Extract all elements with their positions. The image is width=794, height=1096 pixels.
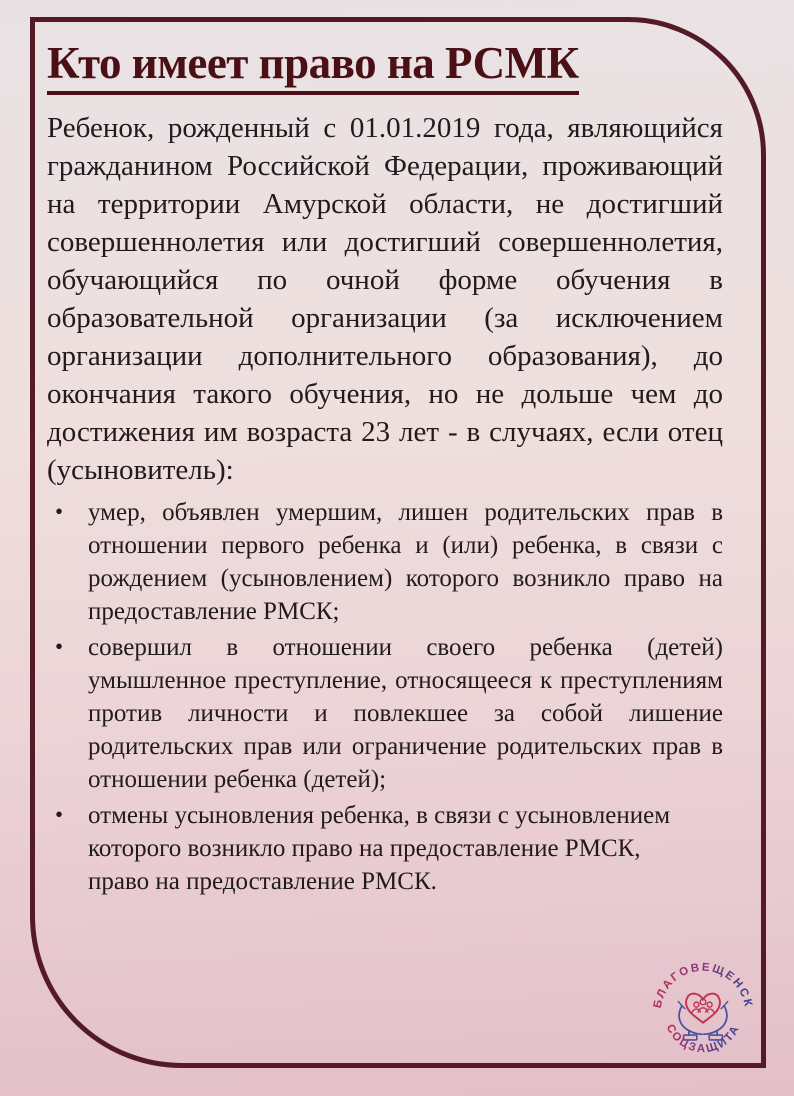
stamp-ring-text-bottom: СОЦЗАЩИТА bbox=[663, 1022, 743, 1056]
page-title: Кто имеет право на РСМК bbox=[47, 38, 579, 95]
intro-paragraph: Ребенок, рожденный с 01.01.2019 года, являющийся гражданином Российской Федерации, проживающий на территории Амурской области, не достигший совершеннолетия или достигший совершеннолетия, обучающийся по очной форме обучения в образовательной организации (за исключением организации дополнительного образования), до окончания такого обучения, но не дольше чем до достижения им возраста 23 лет - в случаях, если отец (усыновитель): bbox=[47, 112, 723, 487]
svg-text:БЛАГОВЕЩЕНСК bbox=[652, 962, 754, 1010]
list-item-text: совершил в отношении своего ребенка (детей) умышленное преступление, относящееся к преступлениям против личности и повлекшее за собой лишение родительских прав или ограничение родительских прав в отношении ребенка (детей); bbox=[88, 634, 723, 794]
bullet-icon: • bbox=[55, 802, 64, 828]
svg-text:СОЦЗАЩИТА bbox=[664, 1023, 743, 1056]
heart-family-icon bbox=[686, 994, 720, 1023]
content-area bbox=[47, 38, 723, 901]
bullet-icon: • bbox=[55, 499, 64, 525]
eligibility-list bbox=[47, 496, 723, 898]
list-item bbox=[47, 496, 723, 628]
org-stamp bbox=[650, 960, 756, 1066]
list-item-text: умер, объявлен умершим, лишен родительских прав в отношении первого ребенка и (или) ребенка, в связи с рождением (усыновлением) которого возникло право на предоставление РМСК; bbox=[88, 499, 723, 626]
list-item-text: отмены усыновления ребенка, в связи с усыновлением которого возникло право на предоставление РМСК, право на предоставление РМСК. bbox=[88, 802, 671, 896]
bullet-icon: • bbox=[55, 634, 64, 660]
list-item bbox=[47, 799, 723, 898]
stamp-ring-text-top: БЛАГОВЕЩЕНСК bbox=[651, 961, 755, 1010]
org-stamp-graphic bbox=[650, 960, 756, 1066]
list-item bbox=[47, 631, 723, 796]
